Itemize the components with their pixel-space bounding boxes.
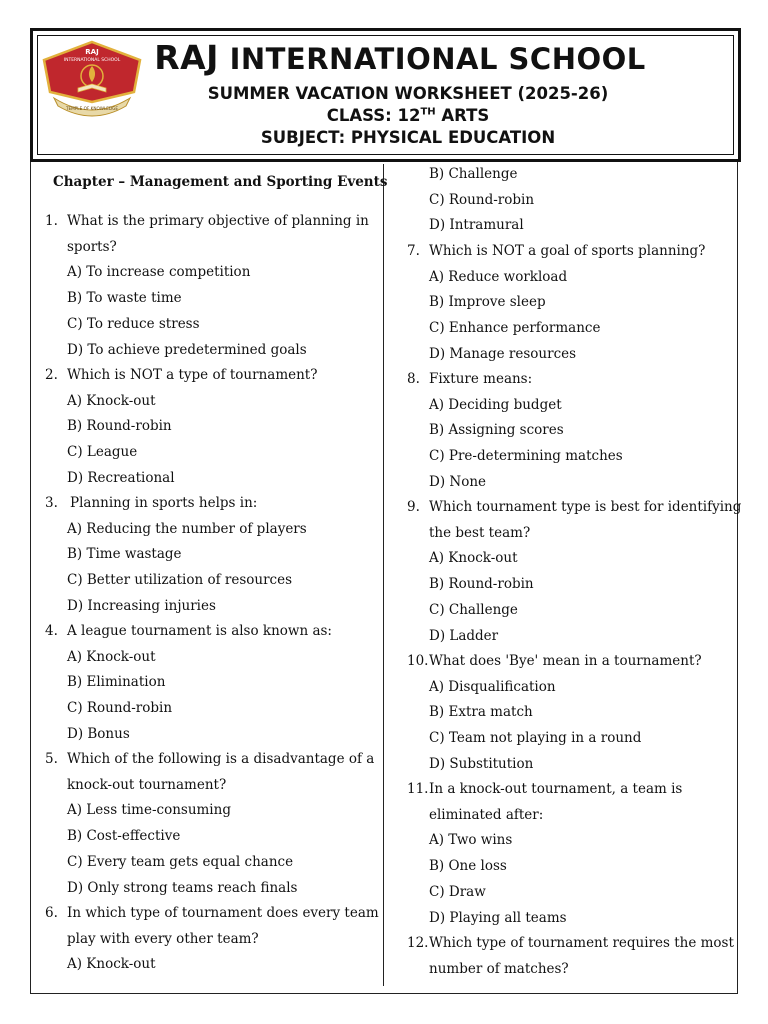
question-text: What is the primary objective of planning in xyxy=(67,213,369,229)
question-number: 9. xyxy=(407,499,420,515)
answer-option: A) Two wins xyxy=(429,832,513,849)
answer-option: A) Reduce workload xyxy=(429,268,568,285)
answer-option: C) Draw xyxy=(429,883,486,900)
answer-option: D) To achieve predetermined goals xyxy=(67,341,307,358)
answer-option: A) Deciding budget xyxy=(429,396,562,413)
question-text: In a knock-out tournament, a team is xyxy=(429,781,683,797)
chapter-title: Chapter – Management and Sporting Events xyxy=(53,174,388,190)
answer-option: B) Cost-effective xyxy=(67,828,181,845)
class-line: CLASS: 12TH ARTS xyxy=(326,106,490,125)
question-text: In which type of tournament does every team xyxy=(67,905,379,921)
answer-option: A) Knock-out xyxy=(67,392,156,409)
question-text: eliminated after: xyxy=(429,806,544,823)
question-text: Planning in sports helps in: xyxy=(70,495,258,511)
question-number: 2. xyxy=(45,367,58,383)
answer-option: B) Extra match xyxy=(429,704,533,721)
answer-option: D) Playing all teams xyxy=(429,909,567,926)
answer-option: D) Intramural xyxy=(429,217,524,234)
question-number: 4. xyxy=(45,623,58,639)
subject-line: SUBJECT: PHYSICAL EDUCATION xyxy=(260,128,556,147)
question-number: 11. xyxy=(407,781,429,797)
school-logo xyxy=(40,40,144,120)
question-text: Which tournament type is best for identifying xyxy=(429,499,742,515)
question-number: 3. xyxy=(45,495,58,511)
question-number: 12. xyxy=(407,935,429,951)
logo-text-top: RAJ xyxy=(85,48,99,56)
answer-option: A) Knock-out xyxy=(67,956,156,973)
question-text: sports? xyxy=(67,238,117,255)
question-number: 1. xyxy=(45,213,58,229)
answer-option: D) Ladder xyxy=(429,627,499,644)
answer-option: D) Increasing injuries xyxy=(67,597,216,614)
answer-option: C) Better utilization of resources xyxy=(67,572,293,589)
question-text: Fixture means: xyxy=(429,371,533,387)
question-text: Which of the following is a disadvantage of a xyxy=(67,751,375,767)
answer-option: C) Round-robin xyxy=(67,700,173,717)
answer-option: B) Improve sleep xyxy=(429,294,546,311)
school-name: RAJ INTERNATIONAL SCHOOL xyxy=(154,38,646,77)
question-number: 5. xyxy=(45,751,58,767)
answer-option: D) Only strong teams reach finals xyxy=(67,879,298,896)
answer-option: C) League xyxy=(67,444,138,461)
question-number: 7. xyxy=(407,243,420,259)
answer-option: D) Manage resources xyxy=(429,345,577,362)
question-number: 8. xyxy=(407,371,420,387)
logo-text-sub: INTERNATIONAL SCHOOL xyxy=(63,58,121,63)
answer-option: D) Substitution xyxy=(429,755,534,772)
answer-option: B) Elimination xyxy=(67,674,166,691)
answer-option: A) Knock-out xyxy=(429,550,518,567)
question-text: Which is NOT a goal of sports planning? xyxy=(429,243,706,259)
answer-option: B) One loss xyxy=(429,858,507,875)
question-text: the best team? xyxy=(429,524,531,541)
answer-option: C) Enhance performance xyxy=(429,320,601,337)
column-divider xyxy=(383,164,384,986)
question-text: play with every other team? xyxy=(67,930,259,947)
answer-option: D) Recreational xyxy=(67,469,175,486)
answer-option: B) Challenge xyxy=(429,166,518,182)
question-text: Which type of tournament requires the most xyxy=(429,935,734,951)
answer-option: A) To increase competition xyxy=(67,264,251,281)
worksheet-title: SUMMER VACATION WORKSHEET (2025-26) xyxy=(207,84,609,103)
answer-option: C) Challenge xyxy=(429,601,518,618)
question-text: A league tournament is also known as: xyxy=(67,623,332,639)
question-number: 6. xyxy=(45,905,58,921)
answer-option: B) To waste time xyxy=(67,290,182,307)
answer-option: B) Assigning scores xyxy=(429,422,564,439)
answer-option: A) Reducing the number of players xyxy=(67,520,307,537)
answer-option: C) Round-robin xyxy=(429,191,535,208)
question-number: 10. xyxy=(407,653,429,669)
answer-option: D) None xyxy=(429,473,487,490)
answer-option: B) Time wastage xyxy=(67,546,182,563)
answer-option: C) Pre-determining matches xyxy=(429,448,623,465)
logo-motto: TEMPLE OF KNOWLEDGE xyxy=(65,106,119,111)
answer-option: B) Round-robin xyxy=(429,576,534,593)
answer-option: C) To reduce stress xyxy=(67,315,200,332)
answer-option: B) Round-robin xyxy=(67,418,172,435)
question-text: Which is NOT a type of tournament? xyxy=(67,367,318,383)
answer-option: A) Disqualification xyxy=(429,678,556,695)
question-text: number of matches? xyxy=(429,960,569,977)
answer-option: D) Bonus xyxy=(67,725,130,742)
question-text: What does 'Bye' mean in a tournament? xyxy=(429,653,702,669)
answer-option: C) Every team gets equal chance xyxy=(67,853,294,870)
answer-option: C) Team not playing in a round xyxy=(429,730,642,747)
answer-option: A) Knock-out xyxy=(67,648,156,665)
question-text: knock-out tournament? xyxy=(67,776,227,793)
answer-option: A) Less time-consuming xyxy=(67,802,231,819)
